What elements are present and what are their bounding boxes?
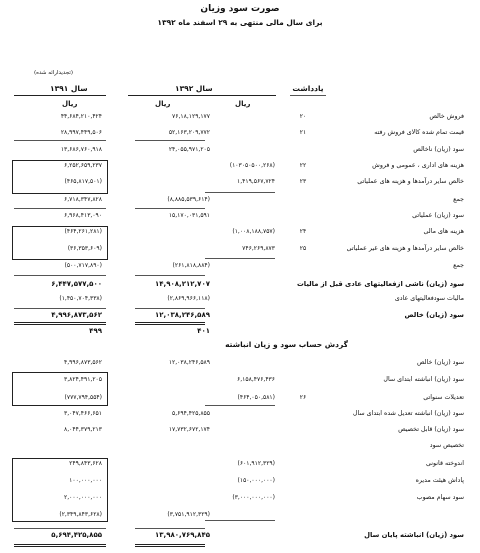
eps-1391: ۴۹۹ (89, 327, 102, 335)
row-value-1392-detail: (۴۶۴,۰۵۰,۵۸۱) (237, 394, 275, 401)
rule-net-double-1391 (14, 322, 106, 325)
row-label: سود (زیان) انباشته ابتدای سال (383, 376, 464, 383)
row-value-1391: ۶,۲۵۲,۶۵۹,۲۳۷ (64, 162, 102, 169)
row-value-1392: (۳,۷۵۱,۹۱۲,۳۲۹) (167, 511, 210, 518)
row-label: جمع (453, 262, 464, 269)
row-value-1392: (۲,۸۶۹,۹۶۶,۱۱۸) (167, 295, 210, 302)
row-value-1392-detail: ۱,۴۱۹,۵۶۷,۷۲۴ (237, 178, 275, 185)
row-value-1391: ۳,۰۴۷,۴۶۶,۶۵۱ (64, 410, 102, 417)
row-note-ref: ۲۲ (299, 162, 307, 169)
row-value-1391: ۱۳,۶۸۶,۷۶۰,۹۱۸ (60, 146, 102, 153)
rule-adjustments-1392 (205, 405, 275, 406)
row-label: سود (زیان) ناشی ازفعالیتهای عادی قبل از مالیات (296, 280, 464, 288)
row-label: هزینه های اداری ، عمومی و فروش (372, 162, 464, 169)
row-value-1391: ۶,۹۶۸,۴۱۳,۰۹۰ (64, 212, 102, 219)
currency-label-1392-detail: ریال (235, 100, 251, 108)
row-label: خالص سایر درآمدها و هزینه های عملیاتی (357, 178, 464, 185)
row-value-1392: ۱۲,۰۳۸,۲۴۶,۵۸۹ (155, 311, 210, 319)
row-value-1392: (۸,۸۸۵,۵۳۹,۶۱۴) (167, 196, 210, 203)
row-value-1391: ۲,۰۰۰,۰۰۰,۰۰۰ (64, 494, 102, 501)
page-title: صورت سود وزیان (200, 4, 280, 14)
row-note-ref: ۲۱ (299, 129, 307, 136)
row-value-1392: ۷۶,۱۸,۱۲۹,۱۷۷ (172, 113, 210, 120)
row-note-ref: ۲۵ (299, 245, 307, 252)
row-value-1391: (۱,۴۵۰,۷۰۴,۳۳۸) (59, 295, 102, 302)
col-header-1391: سال ۱۳۹۱ (50, 84, 88, 93)
row-value-1392-detail: (۱۰۳۰۵۰۵۰۰,۲۶۸) (229, 162, 275, 169)
row-value-1391: ۶,۷۱۸,۳۴۷,۸۲۸ (64, 196, 102, 203)
row-label: اندوخته قانونی (426, 460, 464, 467)
restated-note: (تجدیدارائه شده) (34, 70, 74, 76)
row-value-1392-detail: (۱۵۰,۰۰۰,۰۰۰) (237, 477, 275, 484)
row-value-1391: ۵,۶۹۴,۴۲۵,۸۵۵ (51, 531, 102, 539)
row-label: هزینه های مالی (423, 228, 464, 235)
rule-pretax-1391 (14, 275, 106, 276)
row-value-1391: (۲,۳۴۹,۸۴۳,۶۲۸) (59, 511, 102, 518)
row-note-ref: ۲۴ (299, 228, 307, 235)
row-value-1391: ۴,۹۹۶,۸۷۳,۵۶۲ (64, 359, 102, 366)
currency-label-1392: ریال (155, 100, 171, 108)
row-value-1391: (۷۷۷,۷۹۴,۵۵۴) (64, 394, 102, 401)
row-label: سود (زیان) خالص (416, 359, 464, 366)
rule-allocation-1392 (205, 520, 275, 521)
row-note-ref: ۲۶ (299, 394, 307, 401)
income-box-expenses-1391 (12, 160, 108, 194)
row-value-1392: ۵,۶۹۴,۴۲۵,۸۵۵ (172, 410, 210, 417)
row-value-1392-detail: (۳,۰۰۰,۰۰۰,۰۰۰) (232, 494, 275, 501)
row-label: جمع (453, 196, 464, 203)
row-label: سود (زیان) قابل تخصیص (398, 426, 464, 433)
row-value-1391: ۳,۸۲۴,۴۹۱,۲۰۵ (64, 376, 102, 383)
eps-1392: ۴۰۱ (197, 327, 210, 335)
rule-operating-1392 (135, 208, 205, 209)
row-label: قیمت تمام شده کالای فروش رفته (374, 129, 464, 136)
row-value-1391: ۸,۰۴۴,۳۷۹,۲۱۳ (64, 426, 102, 433)
rule-net-double-1392 (135, 322, 205, 325)
row-value-1392-detail: ۶,۱۵۸,۴۷۶,۴۳۶ (237, 376, 275, 383)
row-value-1391: ۴۴,۶۸۴,۲۱۰,۴۲۴ (60, 113, 102, 120)
row-value-1392: ۱۵,۱۷۰,۰۳۱,۵۹۱ (168, 212, 210, 219)
page-subtitle: برای سال مالی منتهی به ۲۹ اسفند ماه ۱۳۹۲ (157, 18, 323, 27)
row-label: سود (زیان) ناخالص (413, 146, 464, 153)
rule-net-1391 (14, 308, 106, 309)
row-value-1392: ۵۲,۱۶۳,۲۰۹,۷۷۲ (168, 129, 210, 136)
col-header-1392-rule (128, 95, 276, 96)
retained-box-opening-1391 (12, 372, 108, 406)
row-value-1392: ۱۴,۹۰۸,۲۱۲,۷۰۷ (155, 280, 210, 288)
rule-allocation-sum-1392 (135, 528, 205, 529)
rule-pretax-1392 (135, 275, 205, 276)
row-value-1392: ۱۳,۹۸۰,۷۶۹,۸۴۵ (155, 531, 210, 539)
row-label: خالص سایر درآمدها و هزینه های غیر عملیاتی (346, 245, 464, 252)
rule-net-1392 (135, 308, 205, 309)
row-value-1391: (۵۰۰,۷۱۷,۸۹۰) (64, 262, 102, 269)
row-value-1392: ۱۲,۰۳۸,۲۴۶,۵۸۹ (168, 359, 210, 366)
retained-section-title: گردش حساب سود و زیان انباشته (225, 340, 348, 349)
retained-box-allocation-1391 (12, 458, 108, 522)
row-value-1391: ۲۸,۹۹۷,۴۴۹,۵۰۶ (60, 129, 102, 136)
row-label: تخصیص سود (429, 442, 464, 449)
row-value-1391: (۴۶۴,۲۶۱,۲۸۱) (64, 228, 102, 235)
row-value-1392-detail: (۱,۰۰۸,۱۸۸,۷۵۷) (232, 228, 275, 235)
rule-operating-1391 (14, 208, 106, 209)
row-label: سود (زیان) عملیاتی (412, 212, 464, 219)
row-value-1392-detail: (۶۰۱,۹۱۲,۳۲۹) (237, 460, 275, 467)
rule-gross-1392 (135, 140, 205, 141)
rule-allocation-1391 (14, 528, 106, 529)
col-header-note: یادداشت (292, 84, 324, 93)
currency-label-1391: ریال (62, 100, 78, 108)
row-value-1392-detail: ۷۴۶,۲۶۹,۸۷۳ (242, 245, 275, 252)
rule-nonop-1392 (205, 258, 275, 259)
col-header-1391-rule (14, 95, 106, 96)
rule-closing-double-1391 (14, 544, 106, 547)
row-value-1392: ۱۷,۷۳۲,۶۷۲,۱۷۴ (168, 426, 210, 433)
rule-gross-1391 (14, 140, 106, 141)
row-label: فروش خالص (429, 113, 464, 120)
col-header-1392: سال ۱۳۹۲ (175, 84, 213, 93)
row-label: سود (زیان) خالص (404, 311, 464, 319)
rule-total-1392 (205, 192, 275, 193)
row-value-1391: ۱۰۰,۰۰۰,۰۰۰ (69, 477, 102, 484)
row-label: سود سهام مصوب (416, 494, 464, 501)
row-note-ref: ۲۰ (299, 113, 307, 120)
row-value-1391: ۲۴۹,۸۴۳,۶۲۸ (69, 460, 102, 467)
row-value-1391: (۴۶۵,۸۱۷,۵۰۱) (64, 178, 102, 185)
row-label: سود (زیان) انباشته پایان سال (364, 531, 464, 539)
row-note-ref: ۲۳ (299, 178, 307, 185)
rule-closing-double-1392 (135, 544, 205, 547)
row-label: تعدیلات سنواتی (423, 394, 464, 401)
row-label: مالیات سودفعالیتهای عادی (394, 295, 464, 302)
income-box-financial-1391 (12, 226, 108, 260)
row-value-1392: (۲۶۱,۸۱۸,۸۸۴) (172, 262, 210, 269)
col-header-note-rule (290, 95, 326, 96)
row-value-1392: ۲۴,۰۵۵,۹۷۱,۲۰۵ (168, 146, 210, 153)
row-value-1391: ۴,۹۹۶,۸۷۳,۵۶۲ (51, 311, 102, 319)
row-value-1391: (۳۶,۳۵۳,۶۰۹) (67, 245, 102, 252)
row-label: پاداش هیئت مدیره (415, 477, 464, 484)
row-label: سود (زیان) انباشته تعدیل شده ابتدای سال (352, 410, 464, 417)
row-value-1391: ۶,۴۴۷,۵۷۷,۵۰۰ (51, 280, 102, 288)
